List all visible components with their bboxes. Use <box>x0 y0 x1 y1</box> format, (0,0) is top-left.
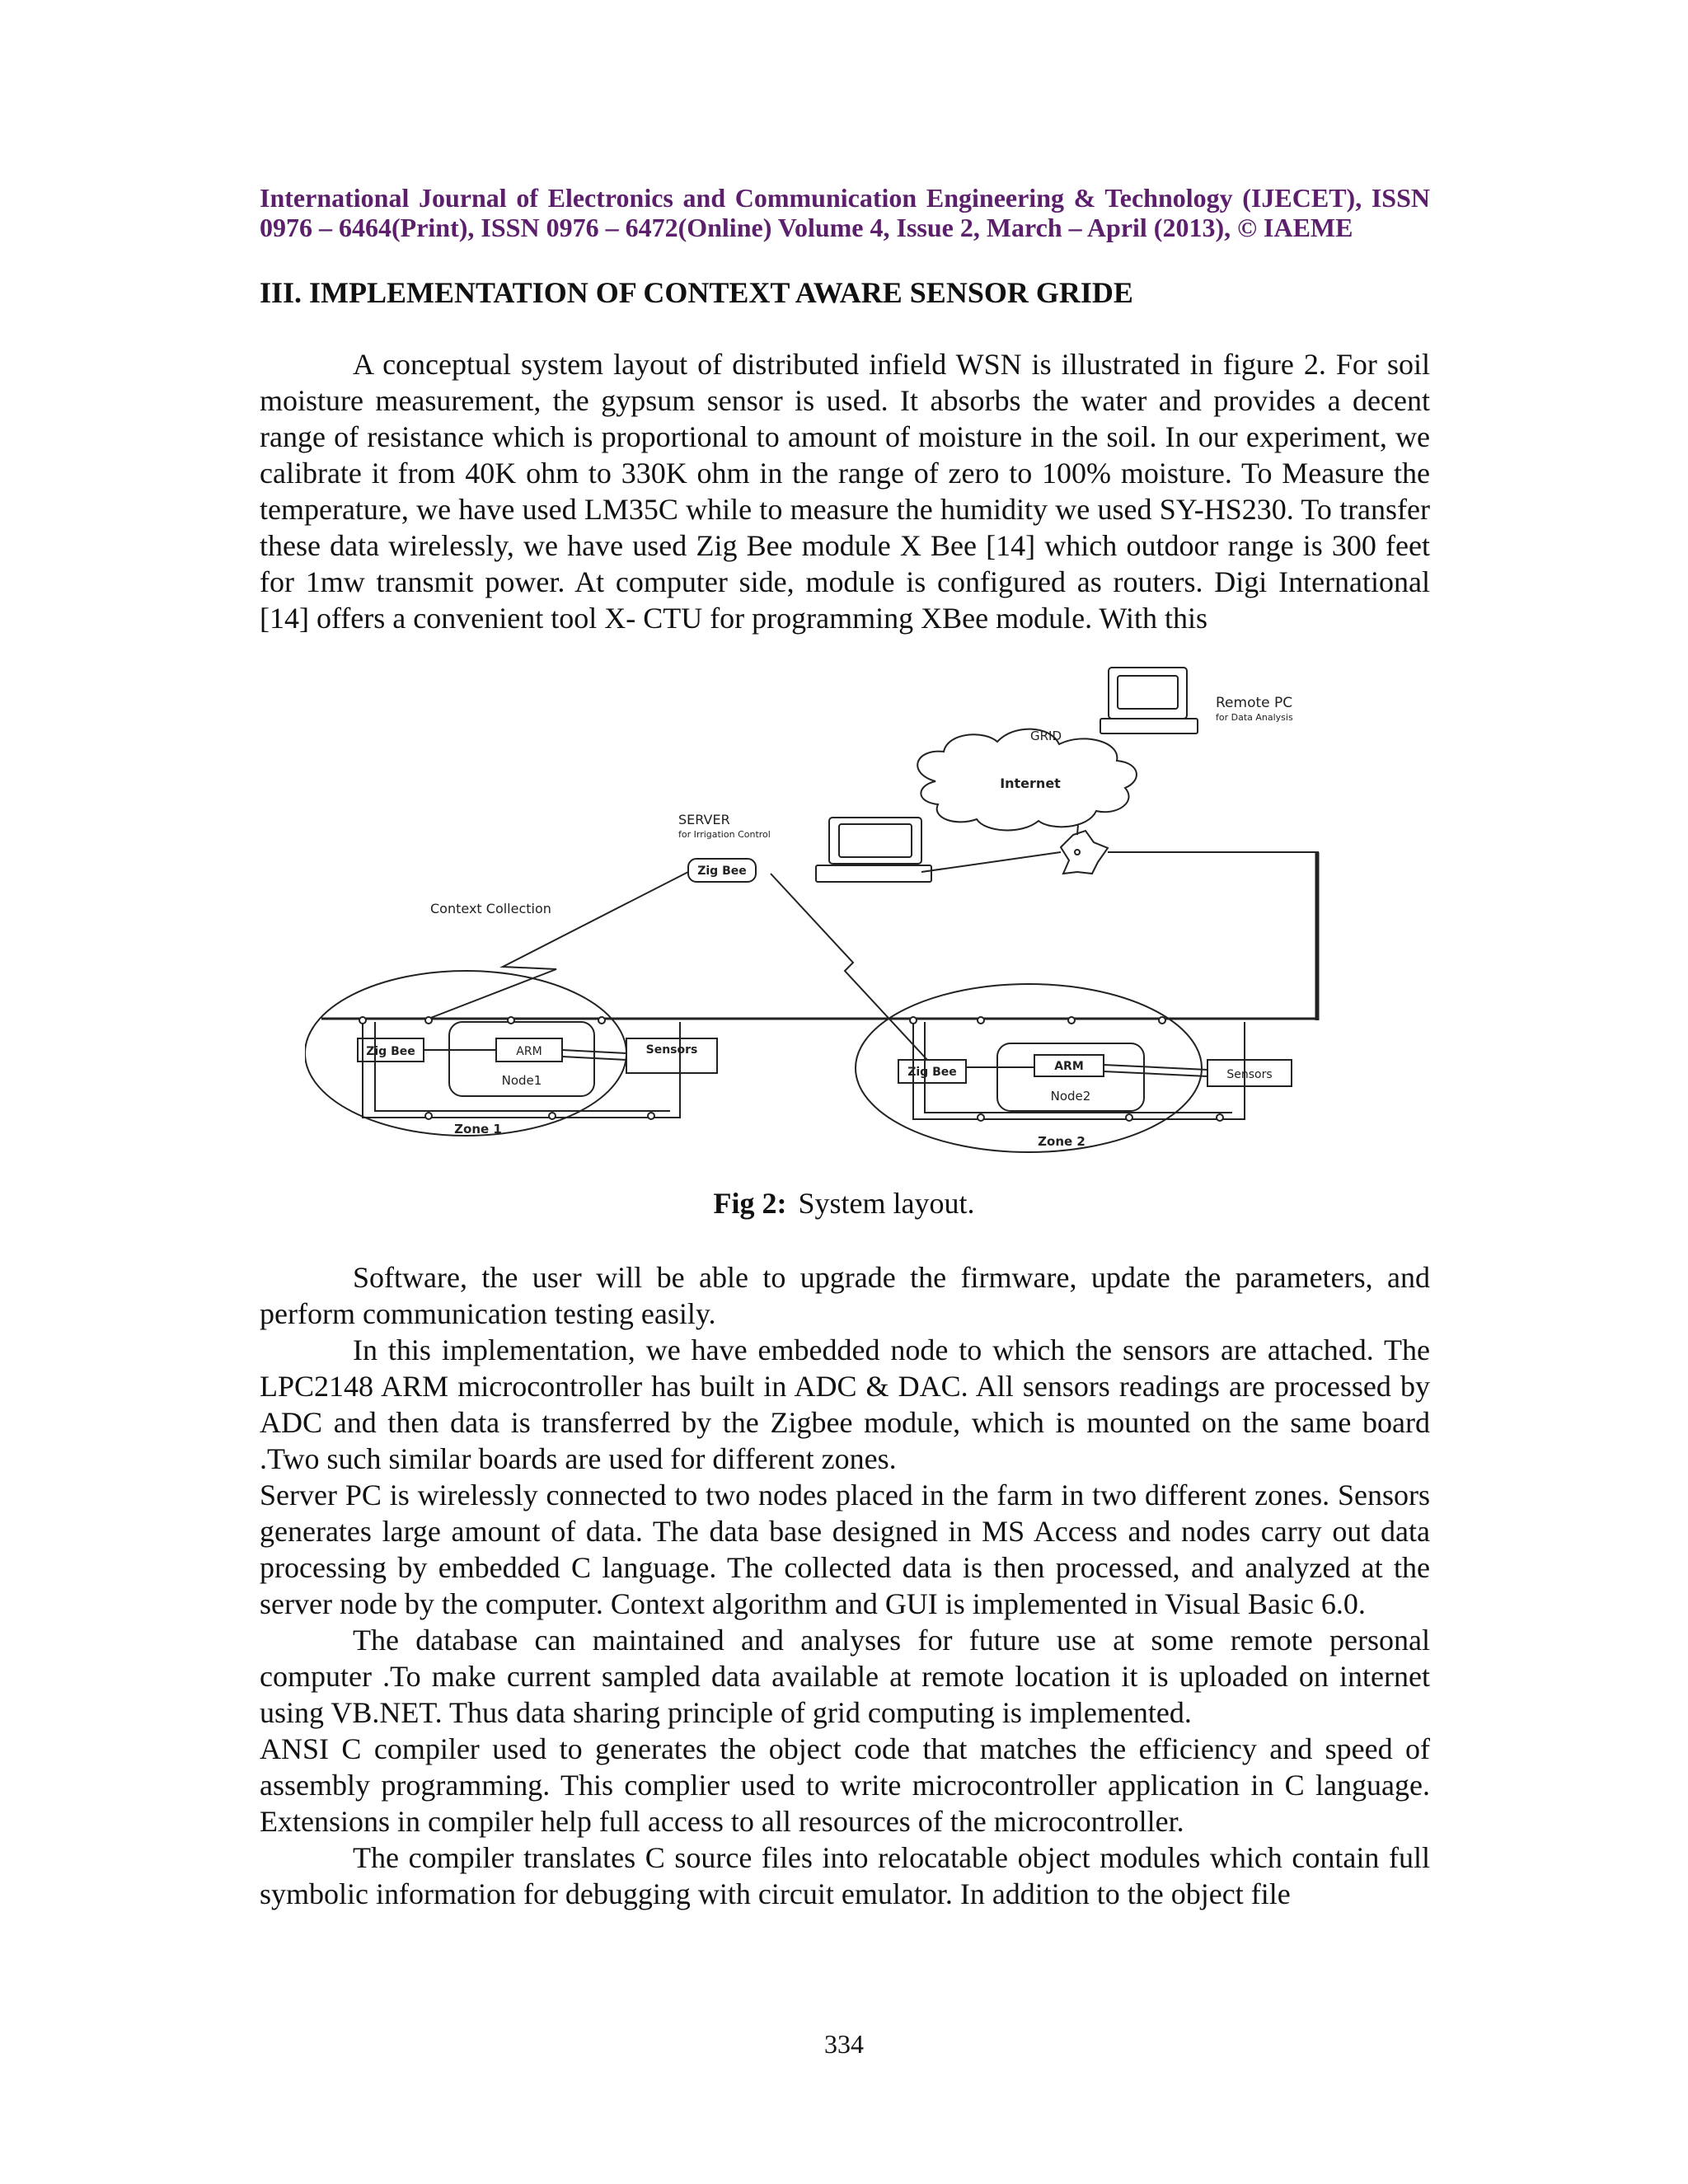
system-layout-figure <box>305 666 1360 1170</box>
paragraph-embedded-node: In this implementation, we have embedded node to which the sensors are attached. The LPC2148 ARM microcontroller has built in ADC & DAC. All sensors readings are processed by ADC and then data is transferred by the Zigbee module, which is mounted on the same board .Two such similar boards are used for different zones. <box>260 1333 1430 1475</box>
paragraph-compiler: The compiler translates C source files into relocatable object modules which contain full symbolic information for debugging with circuit emulator. In addition to the object file <box>260 1841 1430 1910</box>
zone-1-zigbee-label: Zig Bee <box>366 1045 415 1058</box>
server-label: SERVER <box>678 812 730 827</box>
zone-2-node-label: Node2 <box>1050 1089 1091 1104</box>
server-pc-icon <box>816 818 931 882</box>
server-sub: for Irrigation Control <box>678 829 771 840</box>
grid-label: GRID <box>1030 729 1062 743</box>
paragraph-database: The database can maintained and analyses for future use at some remote personal computer .To make current sampled data available at remote location it is uploaded on internet using VB.NET. Thus data sharing principle of grid computing is implemented. <box>260 1624 1430 1729</box>
journal-header-line-2: 0976 – 6464(Print), ISSN 0976 – 6472(Online) Volume 4, Issue 2, March – April (2013), © IAEME <box>260 213 1353 242</box>
zone-2-zigbee-label: Zig Bee <box>907 1066 957 1079</box>
zone-1-node-label: Node1 <box>501 1073 542 1088</box>
router-star-icon <box>1061 831 1108 874</box>
paragraph-intro: A conceptual system layout of distributed infield WSN is illustrated in figure 2. For soil moisture measurement, the gypsum sensor is used. It absorbs the water and provides a decent range of resistance which is proportional to amount of moisture in the soil. In our experiment, we calibrate it from 40K ohm to 330K ohm in the range of zero to 100% moisture. To Measure the temperature, we have used LM35C while to measure the humidity we used SY-HS230. To transfer these data wirelessly, we have used Zig Bee module X Bee [14] which outdoor range is 300 feet for 1mw transmit power. At computer side, module is configured as routers. Digi International [14] offers a convenient tool X- CTU for programming XBee module. With this <box>260 348 1430 635</box>
remote-pc-label: Remote PC <box>1216 695 1293 711</box>
system-layout-diagram <box>305 666 1360 1170</box>
zone-1-arm-label: ARM <box>516 1045 542 1058</box>
remote-pc-sub: for Data Analysis <box>1216 712 1293 723</box>
remote-pc-icon <box>1100 668 1198 733</box>
zone-1-label: Zone 1 <box>454 1122 502 1137</box>
body-text-before-figure <box>260 346 1430 636</box>
zone-2-label: Zone 2 <box>1038 1134 1085 1149</box>
paragraph-server-pc: Server PC is wirelessly connected to two nodes placed in the farm in two different zones. Sensors generates large amount of data. The data base designed in MS Access and nodes carry out data processing by embedded C language. The collected data is then processed, and analyzed at the server node by the computer. Context algorithm and GUI is implemented in Visual Basic 6.0. <box>260 1479 1430 1620</box>
figure-caption <box>0 1187 1688 1220</box>
figure-caption-text: System layout. <box>798 1187 975 1220</box>
paragraph-ansi-c: ANSI C compiler used to generates the object code that matches the efficiency and speed of assembly programming. This complier used to write microcontroller application in C language. Extensions in compiler help full access to all resources of the microcontroller. <box>260 1732 1430 1838</box>
figure-caption-label: Fig 2: <box>713 1187 787 1220</box>
body-text-after-figure <box>260 1259 1430 1912</box>
journal-header-line-1: International Journal of Electronics and Communication Engineering & Technology (IJECET), ISSN <box>260 183 1430 213</box>
server-zigbee-label: Zig Bee <box>697 865 747 878</box>
internet-label: Internet <box>1000 776 1061 791</box>
context-collection-label: Context Collection <box>430 901 551 916</box>
journal-header <box>260 183 1430 242</box>
zone-2-sensors-label: Sensors <box>1226 1068 1273 1081</box>
page-number: 334 <box>824 2029 864 2059</box>
zone-2-arm-label: ARM <box>1054 1060 1084 1073</box>
zone-1-sensors-label: Sensors <box>645 1043 698 1057</box>
paragraph-software: Software, the user will be able to upgrade the firmware, update the parameters, and perform communication testing easily. <box>260 1261 1430 1330</box>
section-heading: III. IMPLEMENTATION OF CONTEXT AWARE SENSOR GRIDE <box>260 276 1133 309</box>
